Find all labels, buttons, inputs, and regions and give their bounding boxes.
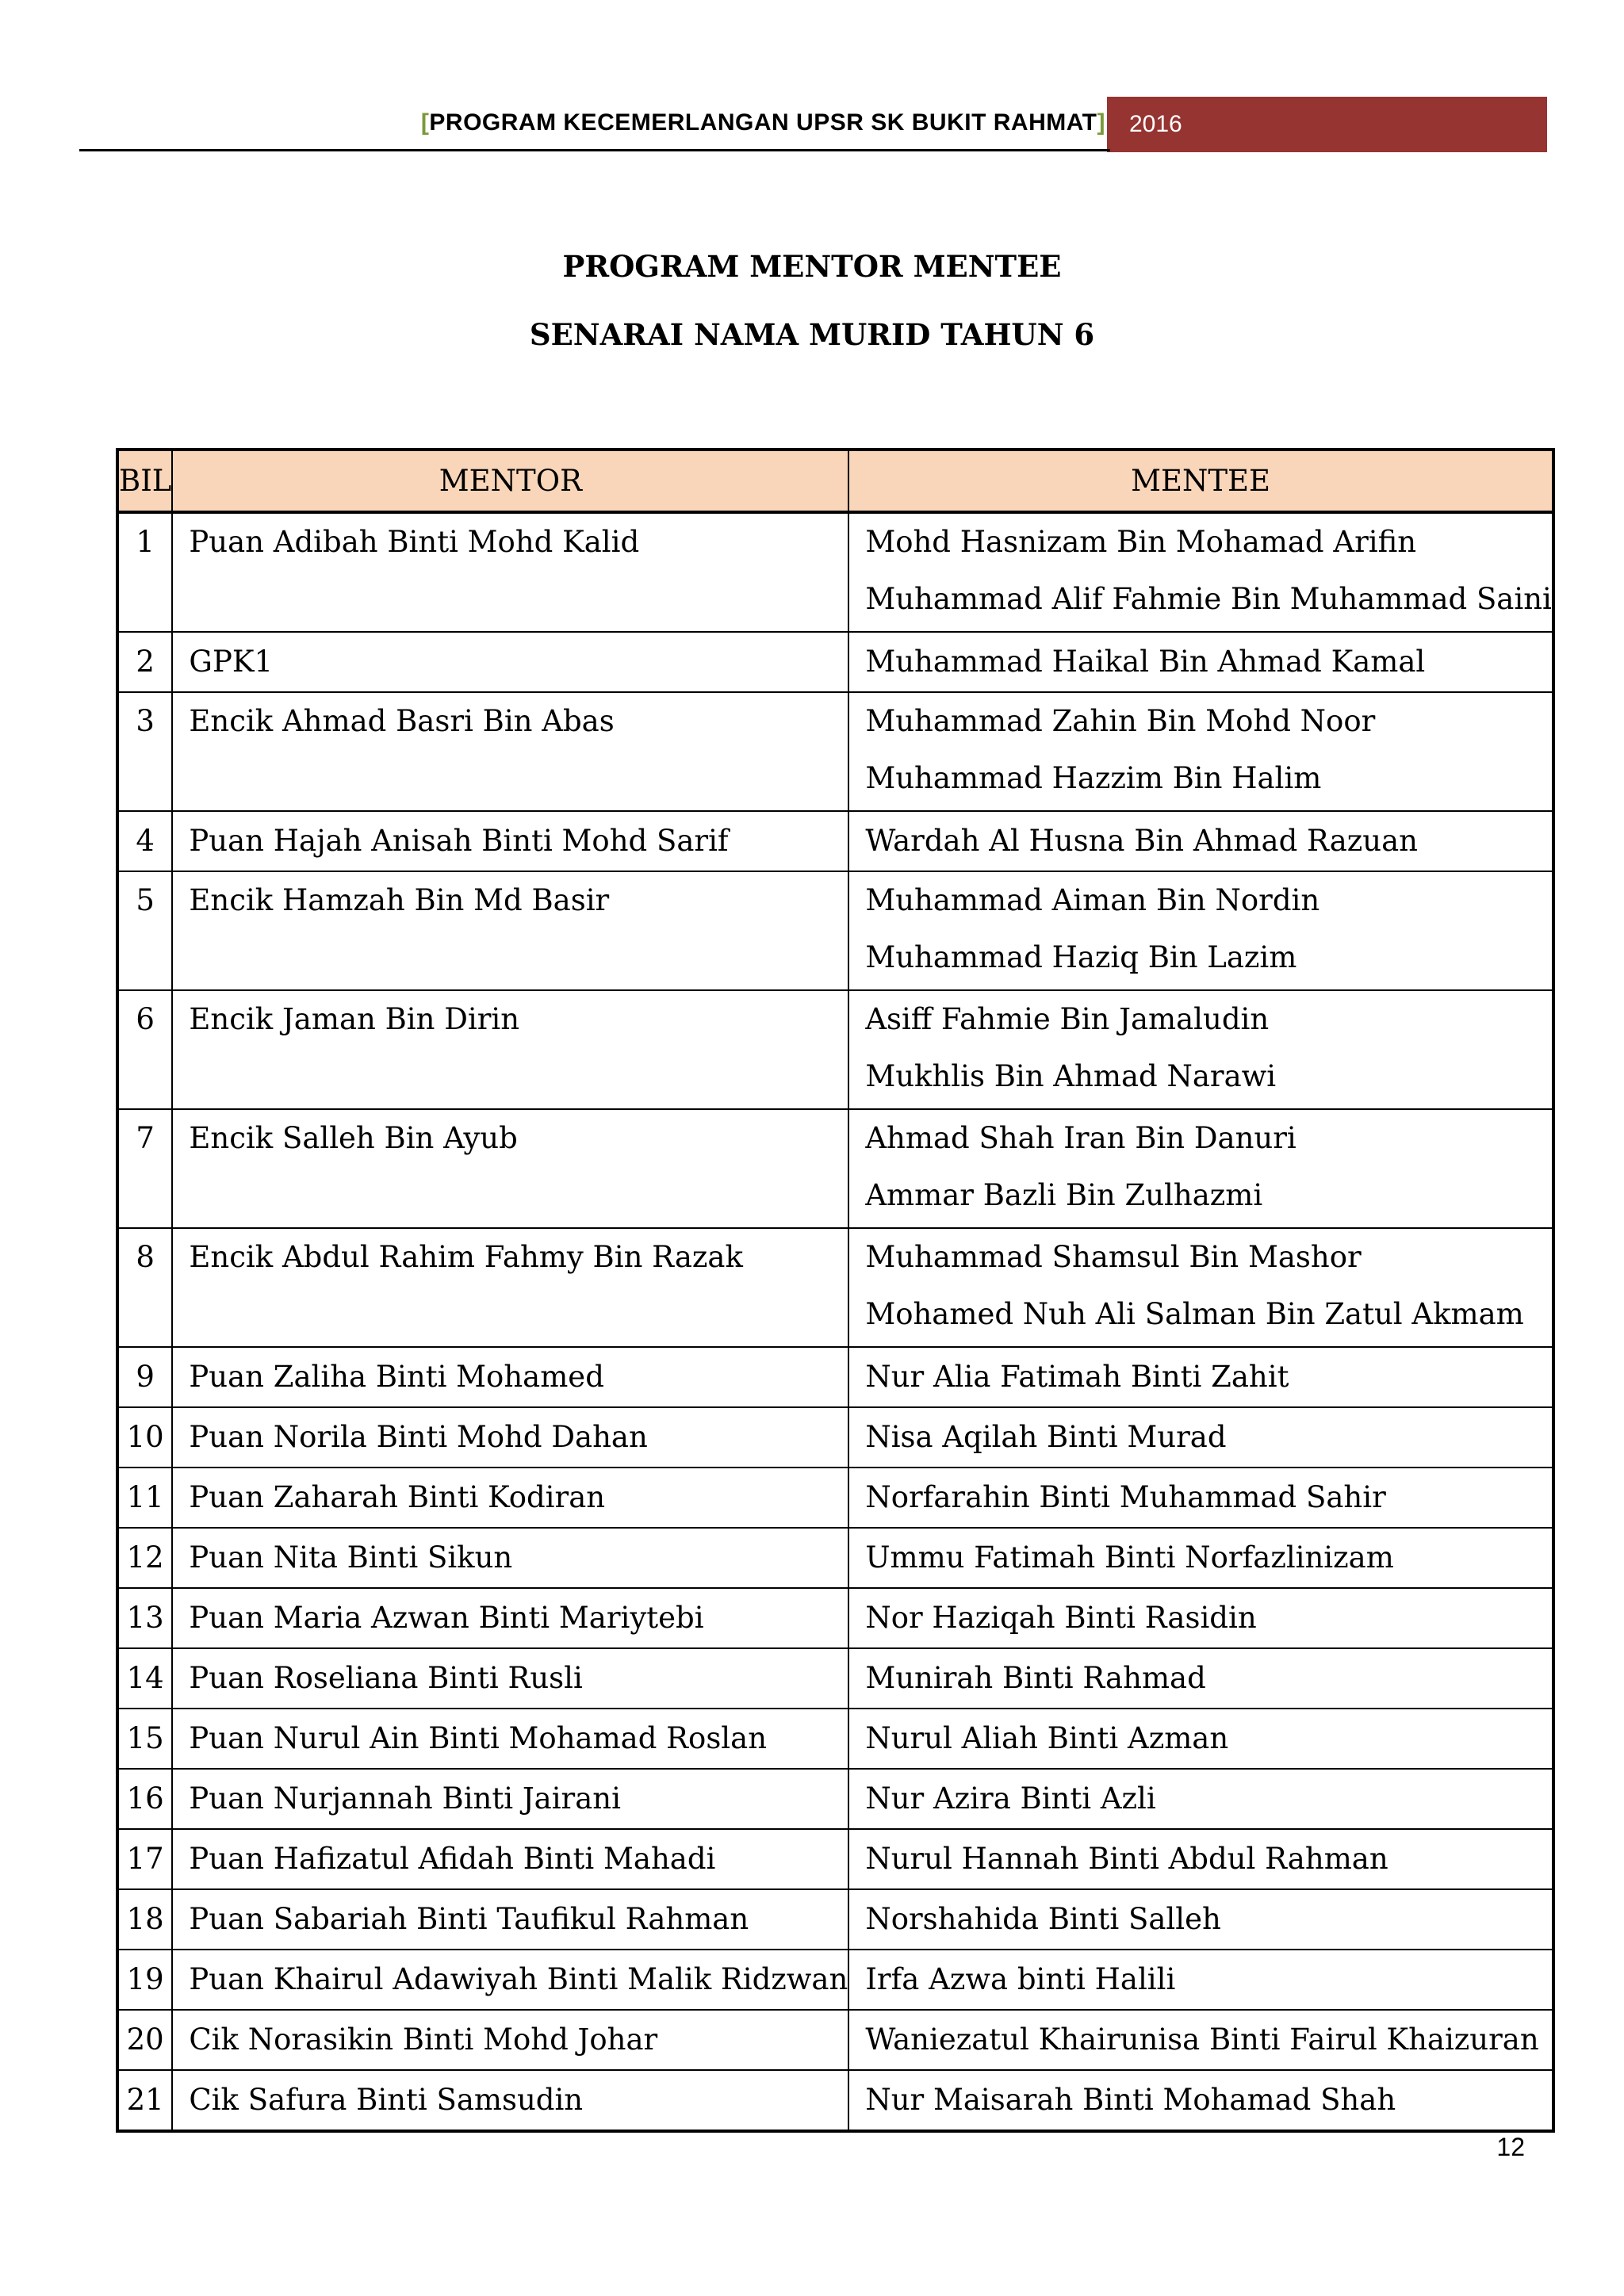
bil-number: 18 xyxy=(126,1902,164,1936)
table-row xyxy=(117,1829,1553,1889)
header-title: PROGRAM KECEMERLANGAN UPSR SK BUKIT RAHMAT xyxy=(429,109,1097,136)
bil-cell xyxy=(117,1468,172,1528)
mentor-cell xyxy=(172,811,848,871)
bil-number: 17 xyxy=(126,1842,164,1876)
bil-cell xyxy=(117,871,172,990)
mentor-cell xyxy=(172,990,848,1109)
mentee-name: Ammar Bazli Bin Zulhazmi xyxy=(865,1178,1263,1212)
bil-number: 1 xyxy=(136,525,155,559)
mentee-name: Nur Alia Fatimah Binti Zahit xyxy=(865,1360,1289,1394)
mentor-name: Encik Jaman Bin Dirin xyxy=(189,1002,520,1036)
mentor-name: Cik Safura Binti Samsudin xyxy=(189,2083,584,2117)
bil-number: 12 xyxy=(126,1540,164,1575)
mentee-cell xyxy=(848,2010,1553,2070)
bil-number: 9 xyxy=(136,1360,155,1394)
mentor-name: Puan Maria Azwan Binti Mariytebi xyxy=(189,1601,704,1635)
mentor-mentee-table xyxy=(116,448,1555,2133)
bil-cell xyxy=(117,1228,172,1347)
bil-cell xyxy=(117,1407,172,1468)
table-row xyxy=(117,1407,1553,1468)
bil-number: 16 xyxy=(126,1781,164,1816)
table-row xyxy=(117,1228,1553,1347)
bil-cell xyxy=(117,512,172,632)
header-program-name xyxy=(421,109,1105,136)
mentee-cell xyxy=(848,1528,1553,1588)
mentee-name: Wardah Al Husna Bin Ahmad Razuan xyxy=(865,824,1418,858)
bil-number: 11 xyxy=(126,1480,164,1514)
column-header-bil: BIL xyxy=(117,450,172,512)
column-header-mentor: MENTOR xyxy=(172,450,848,512)
table-row xyxy=(117,632,1553,692)
mentee-cell xyxy=(848,990,1553,1109)
mentee-name: Waniezatul Khairunisa Binti Fairul Khaizuran xyxy=(865,2022,1539,2057)
mentor-name: Encik Ahmad Basri Bin Abas xyxy=(189,704,615,738)
mentee-name: Muhammad Shamsul Bin Mashor xyxy=(865,1240,1362,1274)
mentee-cell xyxy=(848,1588,1553,1648)
mentor-cell xyxy=(172,1407,848,1468)
table-row xyxy=(117,512,1553,632)
mentee-name: Nur Maisarah Binti Mohamad Shah xyxy=(865,2083,1396,2117)
mentee-cell xyxy=(848,1407,1553,1468)
mentee-cell xyxy=(848,1228,1553,1347)
table-row xyxy=(117,871,1553,990)
mentor-cell xyxy=(172,1829,848,1889)
mentor-cell xyxy=(172,1588,848,1648)
mentor-name: Puan Zaliha Binti Mohamed xyxy=(189,1360,604,1394)
mentee-cell xyxy=(848,512,1553,632)
mentor-cell xyxy=(172,1950,848,2010)
mentor-cell xyxy=(172,512,848,632)
table-row xyxy=(117,1468,1553,1528)
bil-cell xyxy=(117,2010,172,2070)
mentee-cell xyxy=(848,1950,1553,2010)
mentor-name: Puan Hajah Anisah Binti Mohd Sarif xyxy=(189,824,729,858)
mentee-name: Mohd Hasnizam Bin Mohamad Arifin xyxy=(865,525,1417,559)
mentee-cell xyxy=(848,1889,1553,1950)
mentee-name: Munirah Binti Rahmad xyxy=(865,1661,1206,1695)
page-subtitle: SENARAI NAMA MURID TAHUN 6 xyxy=(529,317,1095,352)
mentor-name: Puan Adibah Binti Mohd Kalid xyxy=(189,525,640,559)
table-row xyxy=(117,2070,1553,2131)
mentor-name: Puan Roseliana Binti Rusli xyxy=(189,1661,583,1695)
mentor-name: Encik Hamzah Bin Md Basir xyxy=(189,883,610,917)
mentee-name: Ahmad Shah Iran Bin Danuri xyxy=(865,1121,1297,1155)
bil-number: 13 xyxy=(126,1601,164,1635)
mentor-cell xyxy=(172,632,848,692)
mentee-name: Nisa Aqilah Binti Murad xyxy=(865,1420,1227,1454)
mentee-name: Muhammad Aiman Bin Nordin xyxy=(865,883,1320,917)
bil-cell xyxy=(117,1347,172,1407)
mentor-cell xyxy=(172,871,848,990)
mentee-cell xyxy=(848,2070,1553,2131)
bil-number: 7 xyxy=(136,1121,155,1155)
mentor-cell xyxy=(172,1648,848,1709)
table-row xyxy=(117,811,1553,871)
bil-cell xyxy=(117,811,172,871)
header-bracket-open: [ xyxy=(420,109,430,136)
mentee-cell xyxy=(848,692,1553,811)
page-header xyxy=(79,97,1547,152)
table-row xyxy=(117,1347,1553,1407)
mentee-name: Nur Azira Binti Azli xyxy=(865,1781,1156,1816)
table-row xyxy=(117,1109,1553,1228)
table-row xyxy=(117,1648,1553,1709)
mentor-name: Encik Salleh Bin Ayub xyxy=(189,1121,518,1155)
mentor-cell xyxy=(172,1468,848,1528)
bil-cell xyxy=(117,1528,172,1588)
mentor-cell xyxy=(172,1347,848,1407)
page-number: 12 xyxy=(1496,2133,1525,2161)
mentee-name: Ummu Fatimah Binti Norfazlinizam xyxy=(865,1540,1394,1575)
mentee-cell xyxy=(848,1769,1553,1829)
mentor-name: Puan Nurjannah Binti Jairani xyxy=(189,1781,621,1816)
mentee-cell xyxy=(848,811,1553,871)
mentor-name: Puan Sabariah Binti Taufikul Rahman xyxy=(189,1902,749,1936)
table-row xyxy=(117,1769,1553,1829)
mentor-cell xyxy=(172,1228,848,1347)
table-row xyxy=(117,1588,1553,1648)
table-row xyxy=(117,1528,1553,1588)
column-header-mentee: MENTEE xyxy=(848,450,1553,512)
mentee-name: Muhammad Zahin Bin Mohd Noor xyxy=(865,704,1376,738)
mentee-cell xyxy=(848,1109,1553,1228)
mentee-name: Norshahida Binti Salleh xyxy=(865,1902,1221,1936)
header-year-badge: 2016 xyxy=(1107,97,1547,152)
table-row xyxy=(117,1709,1553,1769)
bil-number: 15 xyxy=(126,1721,164,1755)
table-body xyxy=(117,512,1553,2131)
bil-cell xyxy=(117,632,172,692)
bil-cell xyxy=(117,2070,172,2131)
mentee-cell xyxy=(848,1829,1553,1889)
bil-cell xyxy=(117,1109,172,1228)
mentee-name: Nurul Aliah Binti Azman xyxy=(865,1721,1229,1755)
mentor-name: Encik Abdul Rahim Fahmy Bin Razak xyxy=(189,1240,743,1274)
header-bracket-close: ] xyxy=(1097,109,1105,136)
bil-cell xyxy=(117,1769,172,1829)
mentee-name: Nor Haziqah Binti Rasidin xyxy=(865,1601,1257,1635)
bil-cell xyxy=(117,692,172,811)
header-divider xyxy=(79,149,1110,151)
mentor-cell xyxy=(172,1109,848,1228)
mentee-cell xyxy=(848,1468,1553,1528)
table-row xyxy=(117,2010,1553,2070)
bil-cell xyxy=(117,1950,172,2010)
bil-number: 10 xyxy=(126,1420,164,1454)
bil-cell xyxy=(117,1829,172,1889)
mentee-name: Muhammad Hazzim Bin Halim xyxy=(865,761,1322,795)
mentor-cell xyxy=(172,1528,848,1588)
bil-number: 5 xyxy=(136,883,155,917)
mentor-cell xyxy=(172,2070,848,2131)
mentor-name: Puan Nita Binti Sikun xyxy=(189,1540,513,1575)
mentor-name: Puan Norila Binti Mohd Dahan xyxy=(189,1420,648,1454)
bil-number: 6 xyxy=(136,1002,155,1036)
bil-number: 20 xyxy=(126,2022,164,2057)
mentee-name: Muhammad Haikal Bin Ahmad Kamal xyxy=(865,645,1426,679)
bil-cell xyxy=(117,1889,172,1950)
mentee-name: Nurul Hannah Binti Abdul Rahman xyxy=(865,1842,1388,1876)
bil-number: 8 xyxy=(136,1240,155,1274)
bil-number: 2 xyxy=(136,645,155,679)
bil-number: 14 xyxy=(126,1661,164,1695)
mentor-cell xyxy=(172,1709,848,1769)
mentee-name: Mohamed Nuh Ali Salman Bin Zatul Akmam xyxy=(865,1297,1524,1331)
mentee-cell xyxy=(848,1648,1553,1709)
bil-cell xyxy=(117,990,172,1109)
mentee-name: Asiff Fahmie Bin Jamaludin xyxy=(865,1002,1270,1036)
mentor-name: Puan Khairul Adawiyah Binti Malik Ridzwan xyxy=(189,1962,848,1996)
table-row xyxy=(117,1889,1553,1950)
bil-number: 3 xyxy=(136,704,155,738)
mentee-cell xyxy=(848,1347,1553,1407)
mentee-name: Muhammad Alif Fahmie Bin Muhammad Saini xyxy=(865,582,1552,616)
bil-cell xyxy=(117,1648,172,1709)
mentee-name: Muhammad Haziq Bin Lazim xyxy=(865,940,1297,974)
mentee-cell xyxy=(848,632,1553,692)
bil-number: 19 xyxy=(126,1962,164,1996)
bil-number: 21 xyxy=(126,2083,164,2117)
table-row xyxy=(117,1950,1553,2010)
page-title: PROGRAM MENTOR MENTEE xyxy=(562,249,1062,284)
bil-number: 4 xyxy=(136,824,155,858)
table-row xyxy=(117,692,1553,811)
mentee-name: Norfarahin Binti Muhammad Sahir xyxy=(865,1480,1386,1514)
mentor-name: Cik Norasikin Binti Mohd Johar xyxy=(189,2022,658,2057)
mentor-name: Puan Zaharah Binti Kodiran xyxy=(189,1480,606,1514)
table-row xyxy=(117,990,1553,1109)
mentor-cell xyxy=(172,2010,848,2070)
mentor-name: Puan Hafizatul Afidah Binti Mahadi xyxy=(189,1842,716,1876)
mentor-name: GPK1 xyxy=(189,645,274,679)
bil-cell xyxy=(117,1588,172,1648)
mentee-cell xyxy=(848,871,1553,990)
mentee-cell xyxy=(848,1709,1553,1769)
mentee-name: Irfa Azwa binti Halili xyxy=(865,1962,1176,1996)
mentor-cell xyxy=(172,692,848,811)
bil-cell xyxy=(117,1709,172,1769)
mentee-name: Mukhlis Bin Ahmad Narawi xyxy=(865,1059,1277,1093)
table-header-row xyxy=(117,450,1553,512)
mentor-cell xyxy=(172,1769,848,1829)
mentor-cell xyxy=(172,1889,848,1950)
mentor-name: Puan Nurul Ain Binti Mohamad Roslan xyxy=(189,1721,768,1755)
